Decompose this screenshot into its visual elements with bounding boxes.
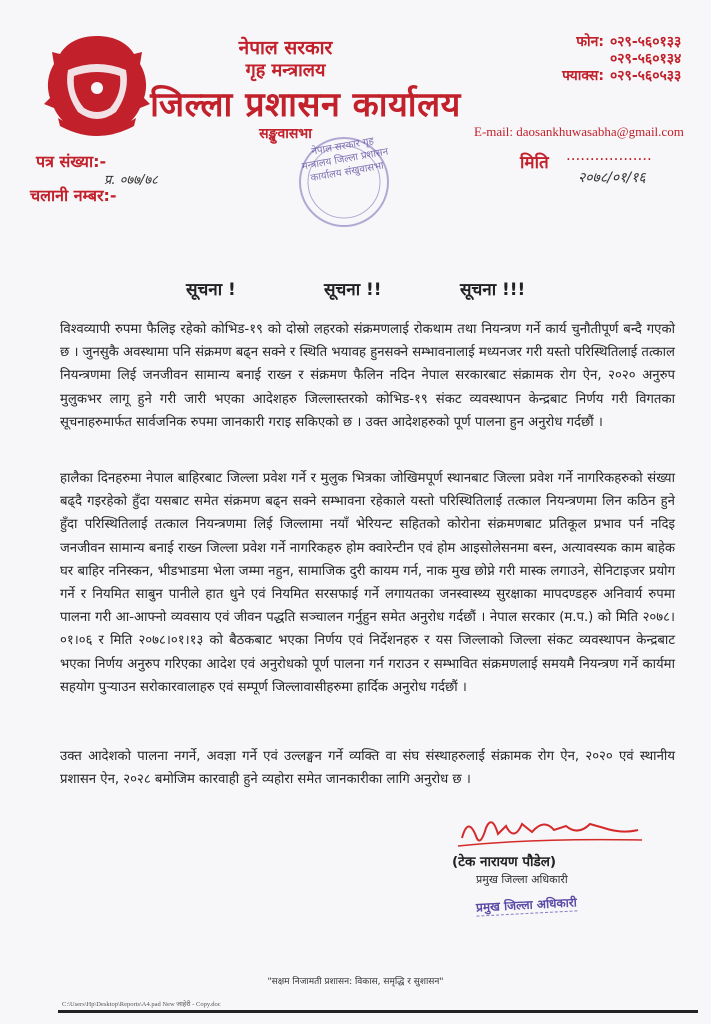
contact-block <box>534 34 681 85</box>
signatory-stamp: प्रमुख जिल्ला अधिकारी <box>475 895 578 915</box>
signatory-name: (टेक नारायण पौडेल) <box>452 854 557 870</box>
office-name: जिल्ला प्रशासन कार्यालय <box>150 85 461 125</box>
phone-label: फोन: <box>576 34 604 50</box>
fax-label: फ्याक्स: <box>562 68 604 84</box>
handwritten-signature-icon <box>454 808 644 858</box>
fax-number: ०२९-५६०५३३ <box>610 68 682 84</box>
phone-number-2: ०२९-५६०१३४ <box>610 51 682 67</box>
email-address: E-mail: daosankhuwasabha@gmail.com <box>474 124 684 139</box>
footer-file-path: C:\Users\Hp\Desktop\Reports\A4.pad New जाहेरी - Copy.doc <box>62 1001 221 1008</box>
district-name: सङ्खुवासभा <box>259 126 312 142</box>
letter-number-label: पत्र संख्या:- <box>36 152 107 171</box>
body-paragraph-2: हालैका दिनहरुमा नेपाल बाहिरबाट जिल्ला प्रवेश गर्ने र मुलुक भित्रका जोखिमपूर्ण स्थानबाट जिल्ला प्रवेश गर्ने नागरिकहरुको संख्या बढ्दै गइरहेको हुँदा यसबाट समेत संक्रमण बढ्न सक्ने सम्भावना रहेकाले यस्तो परिस्थितिलाई तत्काल नियन्त्रणमा लिन कठिन हुने हुँदा परिस्थितिलाई तत्काल नियन्त्रणमा लिई जिल्लामा नयाँ भेरियन्ट सहितको कोरोना संक्रमणबाट प्रतिकूल प्रभाव पर्न नदिइ जनजीवन सामान्य बनाई राख्न जिल्ला प्रवेश गर्ने नागरिकहरु होम क्वारेन्टीन एवं होम आइसोलेसनमा बस्न, अत्यावस्यक काम बाहेक घर बाहिर ननिस्कन, भीडभाडमा भेला जम्मा नहुन, सामाजिक दुरी कायम गर्न, नाक मुख छोप्ने गरी मास्क लगाउने, सेनिटाइजर प्रयोग गर्ने र नियमित साबुन पानीले हात धुने एवं नियमित सरसफाई गर्ने लगायतका जनस्वास्थ्य सुरक्षाका मापदण्डहरु अनिवार्य रुपमा पालना गरी आ-आफ्नो व्यवसाय एवं जीवन पद्धति सञ्चालन गर्नुहुन समेत अनुरोध गर्दछौं । नेपाल सरकार (म.प.) को मिति २०७८।०१।०६ र मिति २०७८।०१।१३ को बैठकबाट भएका निर्णय एवं निर्देशनहरु र यस जिल्लाको जिल्ला संकट व्यवस्थापन केन्द्रबाट भएका निर्णय अनुरुप गरिएका आदेश एवं अनुरोधको पूर्ण पालना गर्न गराउन र सम्भावित संक्रमणलाई समयमै नियन्त्रण गर्ने कार्यमा सहयोग पुऱ्याउन सरोकारवालाहरु एवं सम्पूर्ण जिल्लावासीहरुमा हार्दिक अनुरोध गर्दछौं । <box>60 471 675 695</box>
phone-number-1: ०२९-५६०१३३ <box>610 34 682 50</box>
body-paragraph-3: उक्त आदेशको पालना नगर्ने, अवज्ञा गर्ने एवं उल्लङ्घन गर्ने व्यक्ति वा संघ संस्थाहरुलाई संक्रामक रोग ऐन, २०२० एवं स्थानीय प्रशासन ऐन, २०२८ बमोजिम कारवाही हुने व्यहोरा समेत जानकारीका लागि अनुरोध छ । <box>60 749 675 788</box>
office-stamp-text: नेपाल सरकार गृह मन्त्रालय जिल्ला प्रशासन कार्यालय संखुवासभा <box>300 135 390 185</box>
notice-heading-1: सूचना ! <box>186 280 236 300</box>
date-value: २०७८/०१/१६ <box>578 170 646 186</box>
footer-divider <box>58 1010 698 1013</box>
notice-heading-2: सूचना !! <box>324 280 382 300</box>
footer-motto: "सक्षम निजामती प्रशासन: विकास, समृद्धि र सुशासन" <box>267 977 444 987</box>
signatory-title: प्रमुख जिल्ला अधिकारी <box>476 873 568 886</box>
body-paragraph-1: विश्वव्यापी रुपमा फैलिइ रहेको कोभिड-१९ को दोस्रो लहरको संक्रमणलाई रोकथाम तथा नियन्त्रण गर्ने कार्य चुनौतीपूर्ण बन्दै गएको छ । जुनसुकै अवस्थामा पनि संक्रमण बढ्न सक्ने र स्थिति भयावह हुनसक्ने सम्भावनालाई मध्यनजर गरी यस्तो परिस्थितिलाई तत्काल नियन्त्रणमा लिई जनजीवन सामान्य बनाई राख्न र संक्रमण फैलिन नदिन नेपाल सरकारबाट संक्रामक रोग ऐन, २०२० अनुरुप मुलुकभर लागू हुने गरी जारी भएका आदेशहरु जिल्लास्तरको कोभिड-१९ संकट व्यवस्थापन केन्द्रबाट निर्णय गरी विगतका सूचनाहरुमार्फत सार्वजनिक रुपमा जानकारी गराइ सकिएको छ । उक्त आदेशहरुको पूर्ण पालना हुन अनुरोध गर्दछौं । <box>60 322 675 430</box>
ministry-name: गृह मन्त्रालय <box>245 60 326 81</box>
dispatch-number-label: चलानी नम्बर:- <box>30 186 117 205</box>
letter-number-value: प्र. ०७७/७८ <box>104 173 158 188</box>
notice-heading-3: सूचना !!! <box>460 280 526 300</box>
date-label: मिति <box>520 153 549 173</box>
date-dots: .................. <box>566 146 652 164</box>
government-name: नेपाल सरकार <box>238 37 333 59</box>
